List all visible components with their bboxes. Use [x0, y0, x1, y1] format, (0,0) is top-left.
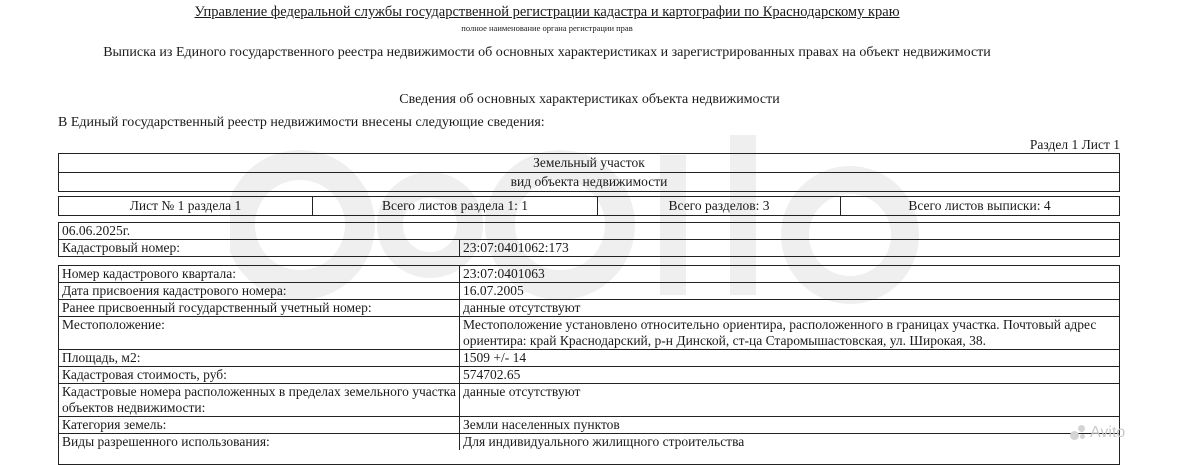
- row-label: Местоположение:: [59, 317, 460, 349]
- avito-watermark-text: Avito: [1090, 424, 1126, 441]
- row-label: Ранее присвоенный государственный учетный номер:: [59, 300, 460, 316]
- authority-caption: полное наименование органа регистрации прав: [461, 23, 633, 33]
- row-label: Кадастровые номера расположенных в пределах земельного участка объектов недвижимости:: [59, 384, 460, 416]
- row-label: Номер кадастрового квартала:: [59, 266, 460, 282]
- row-value: 574702.65: [463, 367, 521, 382]
- avito-watermark: [1070, 424, 1125, 442]
- table-row: [59, 317, 1119, 350]
- row-value: Для индивидуального жилищного строительства: [463, 434, 745, 449]
- sheet-number: Лист № 1 раздела 1: [59, 197, 313, 215]
- table-row: [59, 350, 1119, 367]
- object-type-caption: вид объекта недвижимости: [58, 172, 1120, 192]
- table-row: [59, 384, 1119, 417]
- section-title: Сведения об основных характеристиках объекта недвижимости: [399, 92, 780, 107]
- table-row: [59, 434, 1119, 450]
- cadastral-number-row: [59, 240, 1119, 256]
- object-type: Земельный участок: [58, 153, 1120, 173]
- row-label: Категория земель:: [59, 417, 460, 433]
- row-label: Виды разрешенного использования:: [59, 434, 460, 450]
- table-row: [59, 417, 1119, 434]
- section-intro: В Единый государственный реестр недвижимости внесены следующие сведения:: [58, 115, 545, 130]
- cadastral-number-value: 23:07:0401062:173: [463, 240, 569, 255]
- section-sheet-label: Раздел 1 Лист 1: [1029, 137, 1120, 152]
- row-label: Площадь, м2:: [59, 350, 460, 366]
- table-row: [59, 266, 1119, 283]
- row-value: Местоположение установлено относительно ориентира, расположенного в границах участка. Почтовый адрес ориентира: край Краснодарский, р-н Динской, ст-ца Старомышастовская, ул. Широкая, 38.: [463, 317, 1097, 348]
- total-sections: Всего разделов: 3: [598, 197, 841, 215]
- cadastral-number-label: Кадастровый номер:: [59, 240, 460, 256]
- row-label: Дата присвоения кадастрового номера:: [59, 283, 460, 299]
- row-value: 16.07.2005: [463, 283, 524, 298]
- row-value: 23:07:0401063: [463, 266, 545, 281]
- table-row: [59, 367, 1119, 384]
- extract-date: 06.06.2025г.: [62, 223, 131, 238]
- characteristics-table: [58, 265, 1120, 465]
- row-label: Кадастровая стоимость, руб:: [59, 367, 460, 383]
- table-row: [59, 300, 1119, 317]
- document-title: Выписка из Единого государственного реестра недвижимости об основных характеристиках и зарегистрированных правах на объект недвижимости: [103, 45, 991, 60]
- row-value: 1509 +/- 14: [463, 350, 527, 365]
- date-row: [59, 223, 1119, 240]
- sheet-info-row: [58, 196, 1120, 216]
- cadastral-header-table: [58, 222, 1120, 257]
- total-sheets-section: Всего листов раздела 1: 1: [313, 197, 598, 215]
- table-row: [59, 283, 1119, 300]
- row-value: данные отсутствуют: [463, 384, 581, 399]
- row-value: данные отсутствуют: [463, 300, 581, 315]
- total-sheets-extract: Всего листов выписки: 4: [908, 198, 1051, 213]
- avito-logo-icon: [1070, 425, 1086, 441]
- registration-authority: Управление федеральной службы государственной регистрации кадастра и картографии по Краснодарскому краю: [194, 4, 900, 20]
- row-value: Земли населенных пунктов: [463, 417, 620, 432]
